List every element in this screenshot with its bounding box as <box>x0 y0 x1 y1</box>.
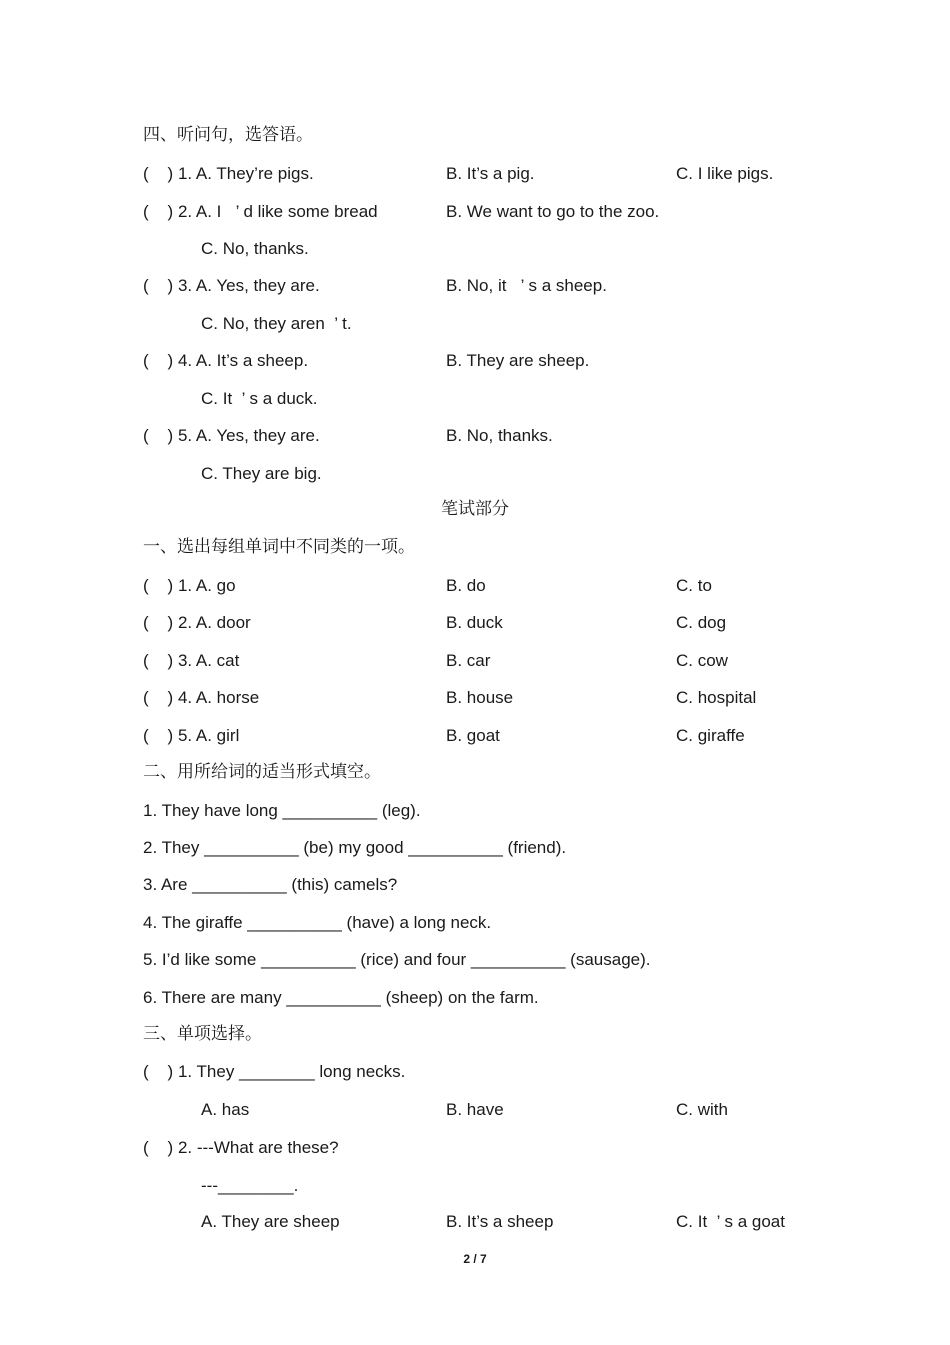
section3-title: 三、单项选择。 <box>143 1024 262 1044</box>
s4-item4-b: B. They are sheep. <box>446 351 590 370</box>
s2-item3: 3. Are __________ (this) camels? <box>143 875 398 894</box>
s4-item2-a: ( ) 2. A. I ’ d like some bread <box>143 202 378 221</box>
s4-item3-b: B. No, it ’ s a sheep. <box>446 276 607 295</box>
s3-q1-option-b: B. have <box>446 1100 504 1119</box>
s4-item4-c: C. It ’ s a duck. <box>201 389 318 408</box>
s1-item1-b: B. do <box>446 576 486 595</box>
s4-item1-a: ( ) 1. A. They’re pigs. <box>143 164 314 183</box>
s1-item5-c: C. giraffe <box>676 726 745 745</box>
s2-item4: 4. The giraffe __________ (have) a long neck. <box>143 913 492 932</box>
s1-item2-c: C. dog <box>676 613 727 632</box>
s1-item2-b: B. duck <box>446 613 503 632</box>
s2-item2: 2. They __________ (be) my good __________ (friend). <box>143 838 567 857</box>
s1-item3-a: ( ) 3. A. cat <box>143 651 240 670</box>
s4-item1-c: C. I like pigs. <box>676 164 774 183</box>
s3-q1-option-a: A. has <box>201 1100 250 1119</box>
s3-q2-option-c: C. It ’ s a goat <box>676 1212 785 1231</box>
s1-item1-c: C. to <box>676 576 712 595</box>
s4-item3-a: ( ) 3. A. Yes, they are. <box>143 276 320 295</box>
s4-item5-b: B. No, thanks. <box>446 426 553 445</box>
written-part-title: 笔试部分 <box>441 499 509 519</box>
s3-q2-stem: ( ) 2. ---What are these? <box>143 1138 339 1157</box>
s1-item4-a: ( ) 4. A. horse <box>143 688 260 707</box>
s1-item5-b: B. goat <box>446 726 500 745</box>
s3-q2-option-a: A. They are sheep <box>201 1212 340 1231</box>
s4-item5-c: C. They are big. <box>201 464 322 483</box>
s3-q2-option-b: B. It’s a sheep <box>446 1212 554 1231</box>
section1-title: 一、选出每组单词中不同类的一项。 <box>143 537 415 557</box>
s3-q2-answer-line: ---________. <box>201 1176 299 1195</box>
s4-item4-a: ( ) 4. A. It’s a sheep. <box>143 351 309 370</box>
s2-item6: 6. There are many __________ (sheep) on the farm. <box>143 988 539 1007</box>
s4-item2-c: C. No, thanks. <box>201 239 309 258</box>
section4-title: 四、听问句，选答语。 <box>143 125 313 145</box>
s1-item1-a: ( ) 1. A. go <box>143 576 236 595</box>
s2-item5: 5. I’d like some __________ (rice) and four __________ (sausage). <box>143 950 651 969</box>
s4-item1-b: B. It’s a pig. <box>446 164 535 183</box>
s3-q1-stem: ( ) 1. They ________ long necks. <box>143 1062 406 1081</box>
s1-item2-a: ( ) 2. A. door <box>143 613 251 632</box>
page-number: 2 / 7 <box>463 1252 487 1266</box>
s1-item3-c: C. cow <box>676 651 728 670</box>
s3-q1-option-c: C. with <box>676 1100 728 1119</box>
s1-item5-a: ( ) 5. A. girl <box>143 726 240 745</box>
s1-item4-c: C. hospital <box>676 688 757 707</box>
s4-item3-c: C. No, they aren ’ t. <box>201 314 352 333</box>
s1-item4-b: B. house <box>446 688 514 707</box>
s2-item1: 1. They have long __________ (leg). <box>143 801 421 820</box>
s4-item2-b: B. We want to go to the zoo. <box>446 202 660 221</box>
s4-item5-a: ( ) 5. A. Yes, they are. <box>143 426 320 445</box>
section2-title: 二、用所给词的适当形式填空。 <box>143 762 381 782</box>
s1-item3-b: B. car <box>446 651 491 670</box>
